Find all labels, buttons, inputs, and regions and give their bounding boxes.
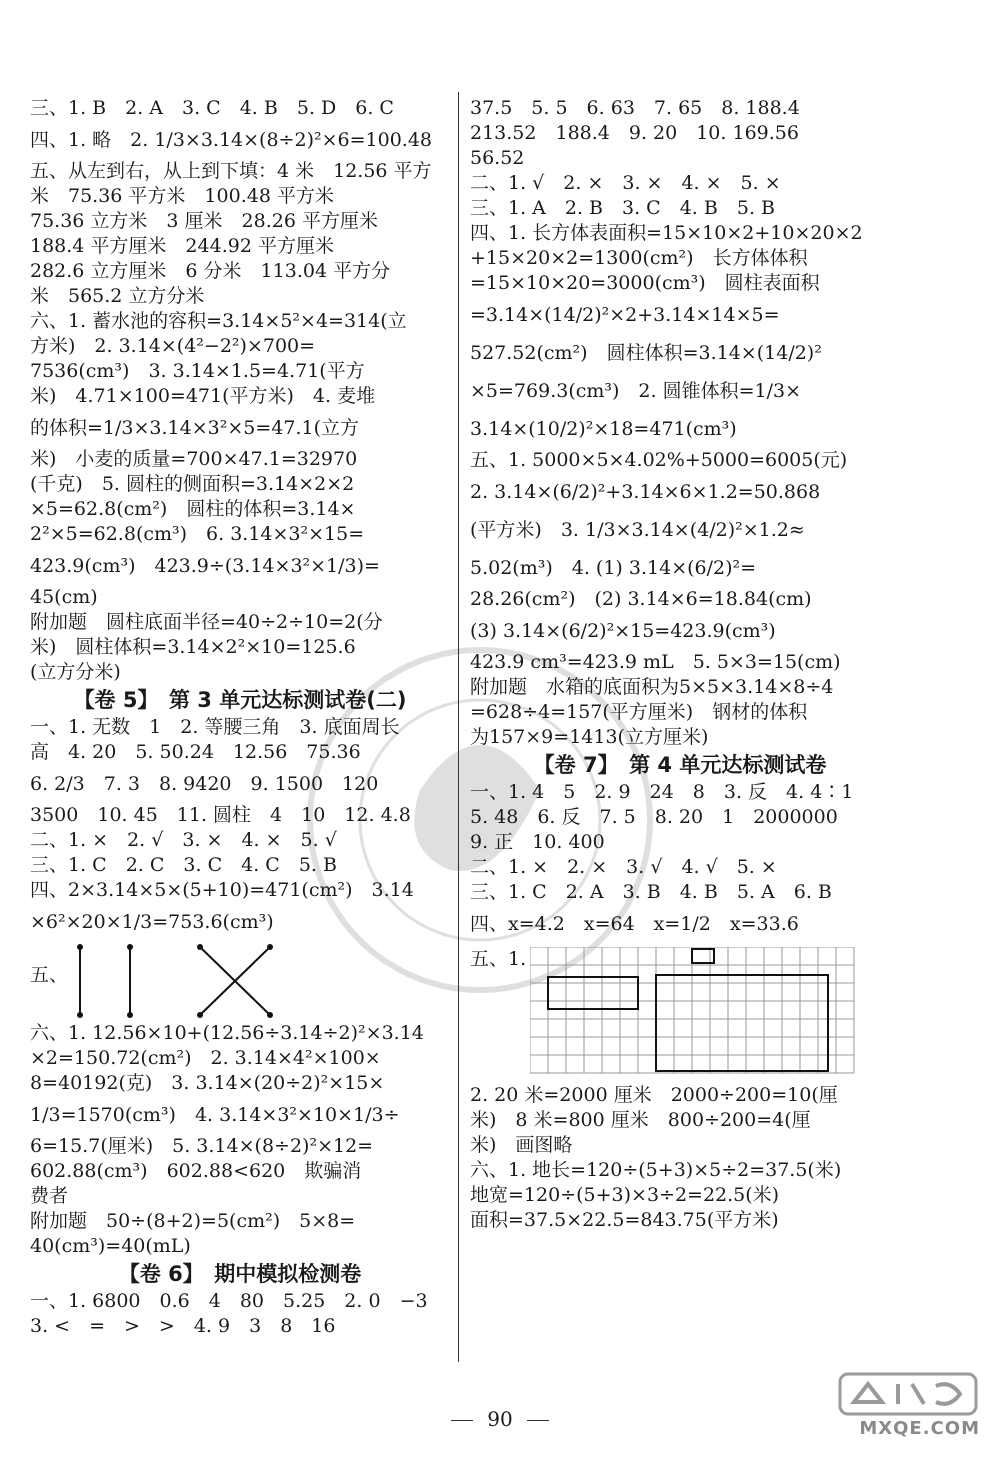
answer-line: 423.9 cm³=423.9 mL 5. 5×3=15(cm) xyxy=(470,651,841,673)
answer-line: 3.14×(10/2)²×18=471(cm³) xyxy=(470,418,737,440)
watermark-text: MXQE.COM xyxy=(859,1418,980,1439)
answer-line: 费者 xyxy=(30,1185,69,1207)
answer-line: 213.52 188.4 9. 20 10. 169.56 xyxy=(470,122,799,144)
answer-line: 二、1. × 2. × 3. √ 4. √ 5. × xyxy=(470,856,777,878)
left-column xyxy=(30,96,450,1339)
answer-line: 四、2×3.14×5×(5+10)=471(cm²) 3.14 xyxy=(30,879,414,901)
right-column xyxy=(470,96,890,1233)
answer-line: 一、1. 6800 0.6 4 80 5.25 2. 0 −3 xyxy=(30,1290,428,1312)
answer-line: 三、1. C 2. A 3. B 4. B 5. A 6. B xyxy=(470,881,832,903)
section-title: 【卷 5】 第 3 单元达标测试卷(二) xyxy=(73,688,407,712)
answer-line: 米) 8 米=800 厘米 800÷200=4(厘 xyxy=(470,1109,811,1131)
line-figure xyxy=(30,941,450,1021)
answer-line: 米) 小麦的质量=700×47.1=32970 xyxy=(30,448,358,470)
answer-line: 附加题 圆柱底面半径=40÷2÷10=2(分 xyxy=(30,611,383,633)
answer-line: 3500 10. 45 11. 圆柱 4 10 12. 4.8 xyxy=(30,804,411,826)
answer-line: 6=15.7(厘米) 5. 3.14×(8÷2)²×12= xyxy=(30,1135,374,1157)
answer-line: ×5=769.3(cm³) 2. 圆锥体积=1/3× xyxy=(470,380,802,402)
answer-line: 六、1. 蓄水池的容积=3.14×5²×4=314(立 xyxy=(30,310,407,332)
answer-line: 2. 3.14×(6/2)²+3.14×6×1.2=50.868 xyxy=(470,481,821,503)
answer-line: 的体积=1/3×3.14×3²×5=47.1(立方 xyxy=(30,417,359,439)
footer-dash xyxy=(527,1420,549,1421)
answer-line: 米) 画图略 xyxy=(470,1134,573,1156)
answer-line: 二、1. √ 2. × 3. × 4. × 5. × xyxy=(470,172,781,194)
line-drawings xyxy=(70,941,330,1021)
answer-line: 四、1. 略 2. 1/3×3.14×(8÷2)²×6=100.48 xyxy=(30,129,433,151)
answer-line: 五、从左到右，从上到下填：4 米 12.56 平方 xyxy=(30,160,432,182)
answer-line: 602.88(cm³) 602.88<620 欺骗消 xyxy=(30,1160,362,1182)
watermark-logo xyxy=(838,1372,978,1416)
answer-line: 56.52 xyxy=(470,147,525,169)
answer-line: 米) 圆柱体积=3.14×2²×10=125.6 xyxy=(30,636,356,658)
grid-drawing xyxy=(530,947,860,1077)
answer-line: 9. 正 10. 400 xyxy=(470,831,605,853)
section-title: 【卷 7】 第 4 单元达标测试卷 xyxy=(533,753,827,777)
answer-line: 附加题 50÷(8+2)=5(cm²) 5×8= xyxy=(30,1210,356,1232)
item-label: 五、1. xyxy=(470,948,527,970)
answer-line: 2. 20 米=2000 厘米 2000÷200=10(厘 xyxy=(470,1084,838,1106)
answer-line: =3.14×(14/2)²×2+3.14×14×5= xyxy=(470,304,780,326)
answer-line: 附加题 水箱的底面积为5×5×3.14×8÷4 xyxy=(470,676,834,698)
answer-line: 423.9(cm³) 423.9÷(3.14×3²×1/3)= xyxy=(30,555,380,577)
answer-line: 方米) 2. 3.14×(4²−2²)×700= xyxy=(30,335,316,357)
answer-line: 75.36 立方米 3 厘米 28.26 平方厘米 xyxy=(30,210,378,232)
answer-line: 37.5 5. 5 6. 63 7. 65 8. 188.4 xyxy=(470,97,800,119)
answer-line: 6. 2/3 7. 3 8. 9420 9. 1500 120 xyxy=(30,773,379,795)
answer-line: (3) 3.14×(6/2)²×15=423.9(cm³) xyxy=(470,620,776,642)
grid-figure xyxy=(470,943,890,1083)
answer-line: 三、1. A 2. B 3. C 4. B 5. B xyxy=(470,197,775,219)
answer-line: 六、1. 地长=120÷(5+3)×5÷2=37.5(米) xyxy=(470,1159,842,1181)
answer-line: 一、1. 4 5 2. 9 24 8 3. 反 4. 4∶1 xyxy=(470,781,854,803)
answer-line: 面积=37.5×22.5=843.75(平方米) xyxy=(470,1209,779,1231)
answer-line: 188.4 平方厘米 244.92 平方厘米 xyxy=(30,235,334,257)
answer-line: 1/3=1570(cm³) 4. 3.14×3²×10×1/3÷ xyxy=(30,1104,400,1126)
answer-line: 5. 48 6. 反 7. 5 8. 20 1 2000000 xyxy=(470,806,838,828)
answer-line: 三、1. C 2. C 3. C 4. C 5. B xyxy=(30,854,337,876)
answer-line: 米 75.36 平方米 100.48 平方米 xyxy=(30,185,334,207)
answer-line: 40(cm³)=40(mL) xyxy=(30,1235,191,1257)
answer-line: ×5=62.8(cm²) 圆柱的体积=3.14× xyxy=(30,498,356,520)
section-title: 【卷 6】 期中模拟检测卷 xyxy=(118,1262,362,1286)
answer-line: 高 4. 20 5. 50.24 12.56 75.36 xyxy=(30,741,361,763)
column-divider xyxy=(458,92,459,1362)
answer-line: 五、1. 5000×5×4.02%+5000=6005(元) xyxy=(470,449,848,471)
answer-line: 二、1. × 2. √ 3. × 4. × 5. √ xyxy=(30,829,337,851)
answer-line: 45(cm) xyxy=(30,586,98,608)
answer-line: 3. < = > > 4. 9 3 8 16 xyxy=(30,1315,336,1337)
answer-line: 2²×5=62.8(cm³) 6. 3.14×3²×15= xyxy=(30,523,365,545)
answer-line: 527.52(cm²) 圆柱体积=3.14×(14/2)² xyxy=(470,342,822,364)
answer-line: 为157×9=1413(立方厘米) xyxy=(470,726,709,748)
answer-line: 六、1. 12.56×10+(12.56÷3.14÷2)²×3.14 xyxy=(30,1022,424,1044)
answer-line: (千克) 5. 圆柱的侧面积=3.14×2×2 xyxy=(30,473,355,495)
item-label: 五、 xyxy=(30,964,69,986)
answer-line: 四、x=4.2 x=64 x=1/2 x=33.6 xyxy=(470,913,799,935)
footer-dash xyxy=(451,1420,473,1421)
page-number: 90 xyxy=(487,1407,513,1431)
answer-line: +15×20×2=1300(cm²) 长方体体积 xyxy=(470,247,808,269)
answer-line: 四、1. 长方体表面积=15×10×2+10×20×2 xyxy=(470,222,863,244)
answer-line: =628÷4=157(平方厘米) 钢材的体积 xyxy=(470,701,808,723)
answer-line: 米) 4.71×100=471(平方米) 4. 麦堆 xyxy=(30,385,376,407)
answer-line: (平方米) 3. 1/3×3.14×(4/2)²×1.2≈ xyxy=(470,519,805,541)
answer-line: 米 565.2 立方分米 xyxy=(30,285,205,307)
answer-line: 5.02(m³) 4. (1) 3.14×(6/2)²= xyxy=(470,557,757,579)
answer-line: 7536(cm³) 3. 3.14×1.5=4.71(平方 xyxy=(30,360,365,382)
answer-line: =15×10×20=3000(cm³) 圆柱表面积 xyxy=(470,272,820,294)
answer-line: 三、1. B 2. A 3. C 4. B 5. D 6. C xyxy=(30,97,394,119)
answer-line: ×6²×20×1/3=753.6(cm³) xyxy=(30,911,274,933)
answer-line: 8=40192(克) 3. 3.14×(20÷2)²×15× xyxy=(30,1072,385,1094)
answer-line: 282.6 立方厘米 6 分米 113.04 平方分 xyxy=(30,260,391,282)
answer-line: ×2=150.72(cm²) 2. 3.14×4²×100× xyxy=(30,1047,381,1069)
answer-line: 一、1. 无数 1 2. 等腰三角 3. 底面周长 xyxy=(30,716,400,738)
answer-line: 地宽=120÷(5+3)×3÷2=22.5(米) xyxy=(470,1184,780,1206)
answer-line: (立方分米) xyxy=(30,661,121,683)
answer-line: 28.26(cm²) (2) 3.14×6=18.84(cm) xyxy=(470,588,812,610)
